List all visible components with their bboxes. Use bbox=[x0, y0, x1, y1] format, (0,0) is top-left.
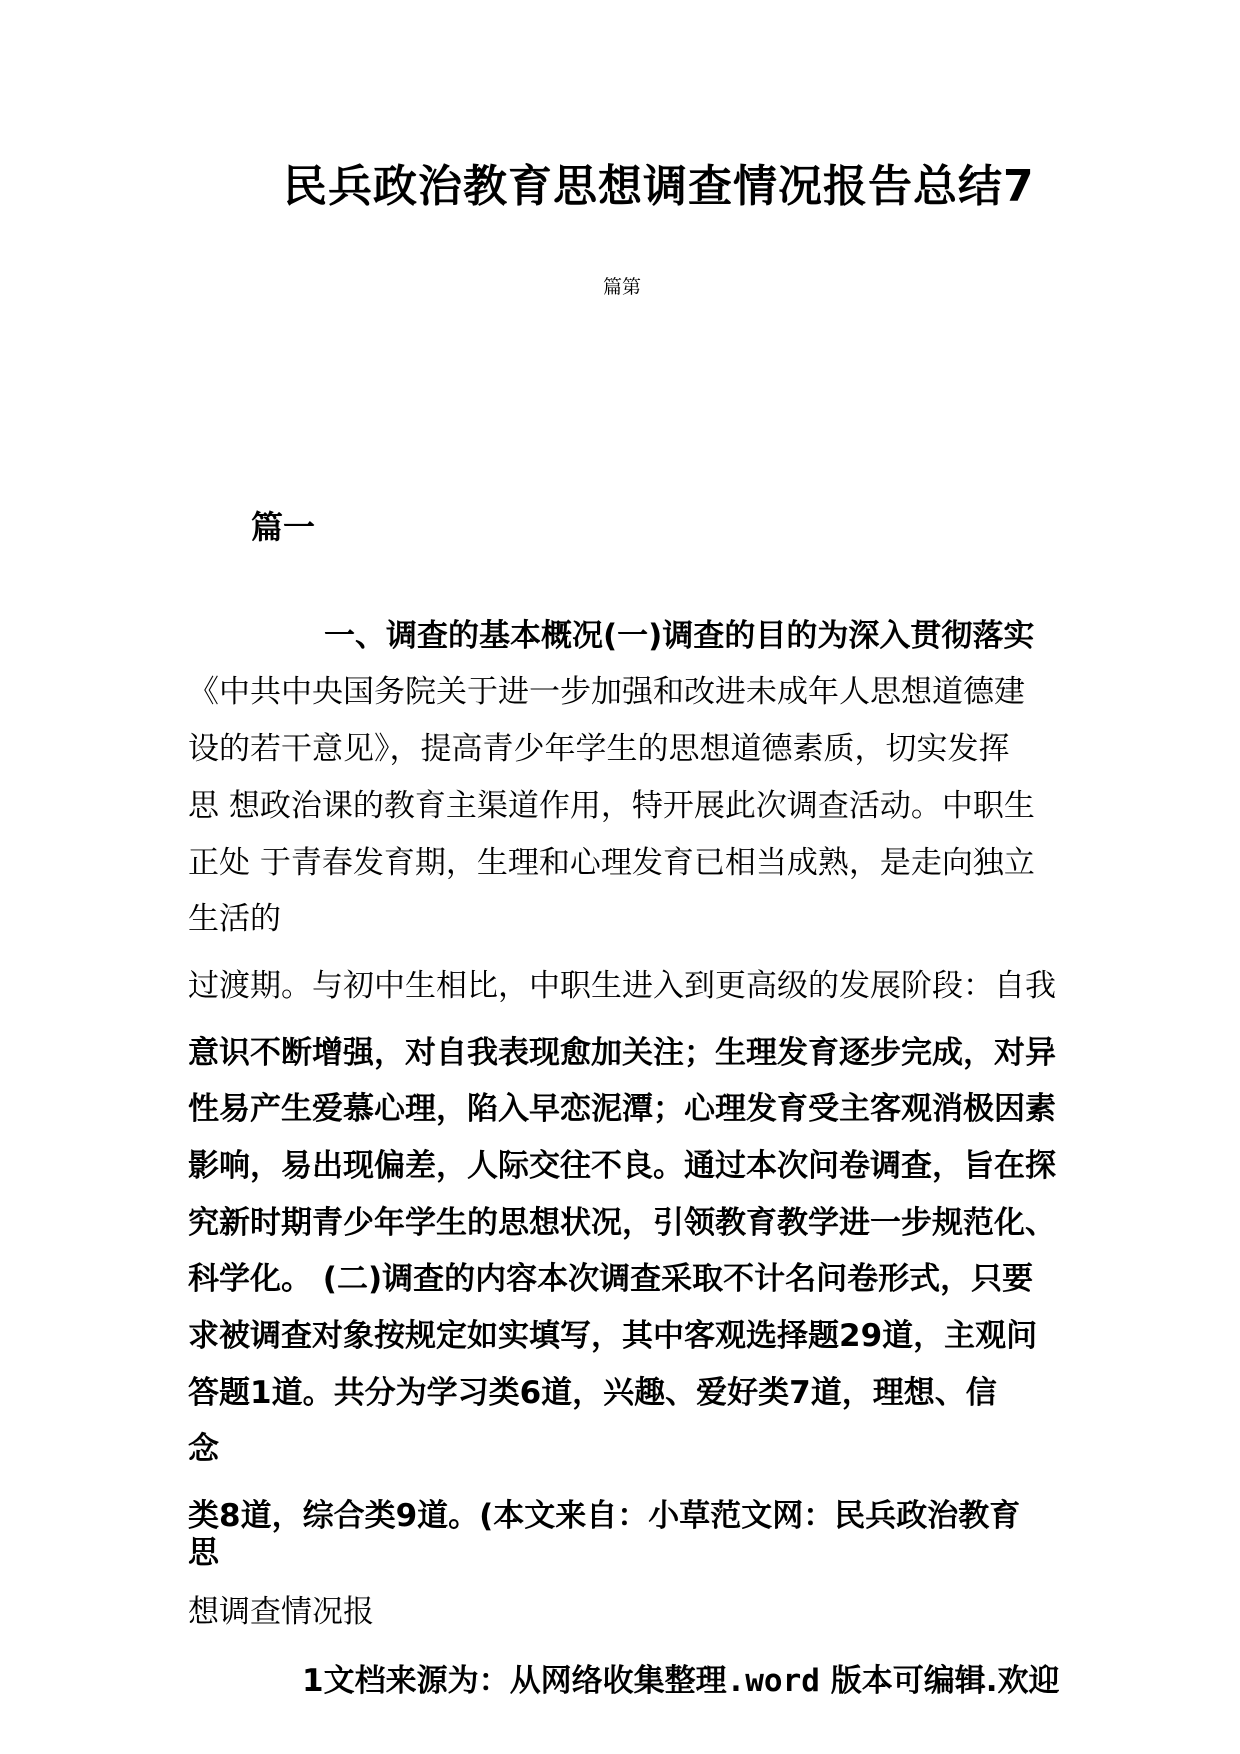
document-subtitle: 篇第 bbox=[603, 276, 642, 298]
document-footer bbox=[302, 1655, 1059, 1700]
paragraph-line: 想调查情况报 bbox=[188, 1594, 374, 1630]
section-heading: 篇一 bbox=[251, 508, 316, 546]
paragraph-line: 正处 于青春发育期，生理和心理发育已相当成熟，是走向独立 bbox=[188, 845, 1035, 881]
footer-extension: .word bbox=[726, 1663, 820, 1699]
paragraph-line: 设的若干意见》，提高青少年学生的思想道德素质，切实发挥 bbox=[188, 731, 1010, 767]
paragraph-line: 影响，易出现偏差，人际交往不良。通过本次问卷调查，旨在探 bbox=[188, 1148, 1056, 1184]
paragraph-line: 思 bbox=[188, 1535, 219, 1571]
paragraph-line: 科学化。 (二)调查的内容本次调查采取不计名问卷形式，只要 bbox=[188, 1261, 1034, 1297]
paragraph-line: 意识不断增强，对自我表现愈加关注；生理发育逐步完成，对异 bbox=[188, 1035, 1056, 1071]
paragraph-line: 性易产生爱慕心理，陷入早恋泥潭；心理发育受主客观消极因素 bbox=[188, 1091, 1056, 1127]
paragraph-line: 类8道，综合类9道。(本文来自：小草范文网：民兵政治教育 bbox=[188, 1498, 1021, 1534]
paragraph-line: 《中共中央国务院关于进一步加强和改进未成年人思想道德建 bbox=[188, 674, 1025, 710]
paragraph-line: 答题1道。共分为学习类6道，兴趣、爱好类7道，理想、信 bbox=[188, 1375, 997, 1411]
paragraph-line: 思 想政治课的教育主渠道作用，特开展此次调查活动。中职生 bbox=[188, 788, 1035, 824]
footer-suffix: 版本可编辑.欢迎 bbox=[819, 1663, 1060, 1699]
document-title: 民兵政治教育思想调查情况报告总结7 bbox=[283, 161, 1035, 212]
paragraph-line: 究新时期青少年学生的思想状况，引领教育教学进一步规范化、 bbox=[188, 1205, 1056, 1241]
paragraph-line: 求被调查对象按规定如实填写，其中客观选择题29道，主观问 bbox=[188, 1318, 1038, 1354]
paragraph-line: 过渡期。与初中生相比，中职生进入到更高级的发展阶段：自我 bbox=[188, 968, 1056, 1004]
paragraph-line: 念 bbox=[188, 1431, 219, 1467]
paragraph-line: 一、调查的基本概况(一)调查的目的为深入贯彻落实 bbox=[324, 618, 1035, 654]
paragraph-line: 生活的 bbox=[188, 901, 281, 937]
footer-prefix: 1文档来源为：从网络收集整理 bbox=[302, 1663, 727, 1699]
